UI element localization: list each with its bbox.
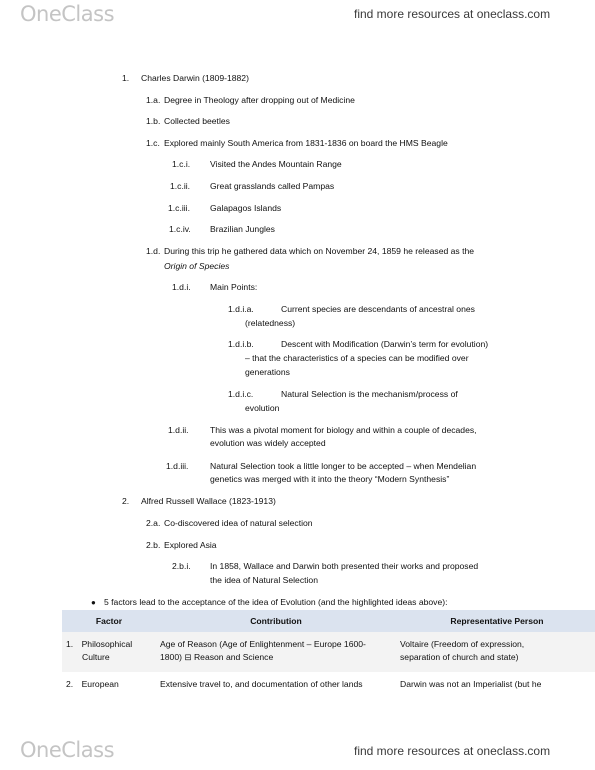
factor-cell [62,672,156,695]
outline-text: During this trip he gathered data which on November 24, 1859 he released as the [164,246,475,256]
outline-num: 1.c.iii. [168,203,190,213]
outline-num: 1. [122,73,130,83]
outline-num: 1.d.i. [172,282,191,292]
outline-text-cont: (relatedness) [245,318,296,328]
contribution-cell [156,672,396,695]
tagline: find more resources at oneclass.com [354,7,551,21]
outline-text: Galapagos Islands [210,203,282,213]
outline-text: Explored Asia [164,540,217,550]
outline-text: Great grasslands called Pampas [210,181,335,191]
row-number: 1. [66,639,74,649]
outline-num: 1.a. [146,95,161,105]
outline-text: Collected beetles [164,116,230,126]
outline-num: 1.d.i.c. [228,389,254,399]
outline-num: 2.b. [146,540,161,550]
outline-num: 2.b.i. [172,561,191,571]
outline-text: Main Points: [210,282,258,292]
outline-text: Brazilian Jungles [210,224,275,234]
outline-text-cont: Origin of Species [164,261,230,271]
factor-text-cont: Culture [82,652,110,662]
person-text: Voltaire (Freedom of expression, [400,639,525,649]
outline-text: Natural Selection is the mechanism/process of [281,389,458,399]
oneclass-logo-footer: OneClass [20,738,115,762]
contribution-text: Age of Reason (Age of Enlightenment – Europe 1600- [160,639,366,649]
outline-text: Visited the Andes Mountain Range [210,159,342,169]
person-cell [396,672,595,695]
outline-text-cont: – that the characteristics of a species can be modified over [245,353,469,363]
factor-text: Philosophical [81,639,133,649]
outline-text: This was a pivotal moment for biology and within a couple of decades, [210,425,477,435]
bullet-text: 5 factors lead to the acceptance of the idea of Evolution (and the highlighted ideas above): [104,597,448,607]
outline-num: 1.b. [146,116,161,126]
outline-text: Charles Darwin (1809-1882) [141,73,249,83]
table-row [62,672,595,695]
outline-text: In 1858, Wallace and Darwin both presented their works and proposed [210,561,479,571]
outline-num: 1.c.iv. [169,224,191,234]
person-text: Darwin was not an Imperialist (but he [400,679,542,689]
outline-num: 1.d.i.a. [228,304,254,314]
contribution-text-cont: 1800) ⊟ Reason and Science [160,652,274,662]
row-number: 2. [66,679,74,689]
oneclass-logo: OneClass [20,2,115,26]
outline-text-cont: evolution was widely accepted [210,438,326,448]
outline-text: Co-discovered idea of natural selection [164,518,313,528]
outline-num: 1.d.ii. [168,425,189,435]
outline-text: Alfred Russell Wallace (1823-1913) [141,496,276,506]
outline-text-cont: evolution [245,403,280,413]
header-factor: Factor [62,610,156,632]
outline-num: 1.c. [146,138,160,148]
tagline-footer: find more resources at oneclass.com [354,744,551,758]
person-text-cont: separation of church and state) [400,652,519,662]
outline-num: 2. [122,496,130,506]
factor-cell [62,632,156,672]
factor-text: European [81,679,119,689]
header-contribution: Contribution [156,610,396,632]
contribution-cell [156,632,396,672]
bullet-dot: ● [91,598,96,607]
outline-num: 2.a. [146,518,161,528]
outline-text: Natural Selection took a little longer to be accepted – when Mendelian [210,461,477,471]
outline-text: Current species are descendants of ancestral ones [281,304,475,314]
header-person: Representative Person [396,610,595,632]
outline-num: 1.c.ii. [170,181,191,191]
table-row [62,632,595,672]
outline-text: Descent with Modification (Darwin’s term for evolution) [281,339,489,349]
outline-num: 1.d. [146,246,161,256]
outline-num: 1.d.iii. [166,461,189,471]
person-cell [396,632,595,672]
outline-text: Explored mainly South America from 1831-1836 on board the HMS Beagle [164,138,448,148]
outline-text-cont: the idea of Natural Selection [210,575,318,585]
factors-table [62,610,595,695]
outline-text-cont: generations [245,367,290,377]
outline-text-cont: genetics was merged with it into the theory “Modern Synthesis” [210,474,450,484]
outline-text: Degree in Theology after dropping out of Medicine [164,95,355,105]
contribution-text: Extensive travel to, and documentation of other lands [160,679,363,689]
outline-num: 1.d.i.b. [228,339,254,349]
outline-num: 1.c.i. [172,159,191,169]
table-header-row [62,610,595,632]
